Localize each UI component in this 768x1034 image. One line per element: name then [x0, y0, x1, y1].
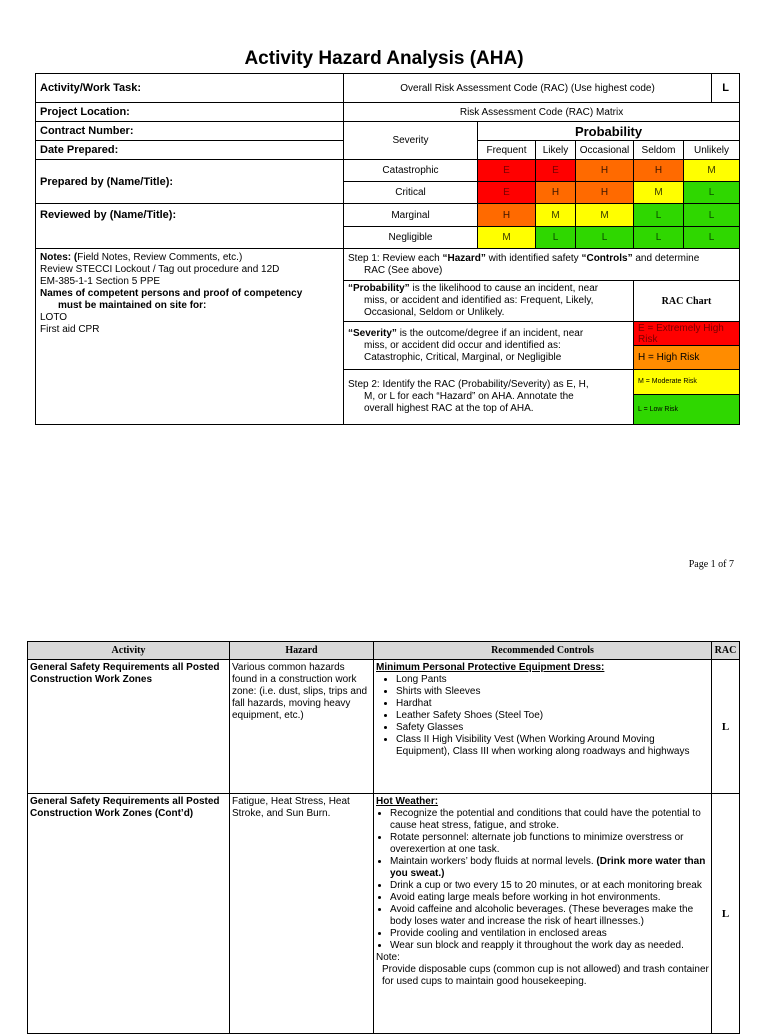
- rac-cell: M: [536, 204, 576, 227]
- rac-cell: H: [478, 204, 536, 227]
- rac-key-group: [634, 370, 740, 425]
- control-item: • Rotate personnel: alternate job functions to minimize overstress or overexertion at one task.: [390, 832, 709, 856]
- project-location-label: Project Location:: [36, 103, 344, 122]
- header-hazard: Hazard: [230, 642, 374, 660]
- activity-cell: General Safety Requirements all Posted Construction Work Zones: [28, 660, 230, 794]
- notes-line: LOTO: [40, 312, 68, 323]
- prob-col-seldom: Seldom: [634, 141, 684, 160]
- severity-catastrophic: Catastrophic: [344, 160, 478, 182]
- competent-persons-note: Names of competent persons and proof of competency: [40, 288, 303, 299]
- step-text: is the likelihood to cause an incident, near: [409, 283, 599, 294]
- control-item: • Drink a cup or two every 15 to 20 minutes, or at each monitoring break: [390, 880, 709, 892]
- step-text: Step 2: Identify the RAC (Probability/Severity) as E, H,: [348, 379, 589, 390]
- table-row: [28, 794, 740, 1034]
- page-title: Activity Hazard Analysis (AHA): [244, 48, 524, 69]
- control-item: • Wear sun block and reapply it throughout the work day as needed.: [390, 940, 709, 952]
- severity-marginal: Marginal: [344, 204, 478, 227]
- activity-cell: General Safety Requirements all Posted Construction Work Zones (Cont’d): [28, 794, 230, 1034]
- contract-number-label: Contract Number:: [36, 122, 344, 141]
- step-term: “Probability”: [348, 283, 410, 294]
- reviewed-by-label: Reviewed by (Name/Title):: [36, 204, 344, 249]
- control-item: • Recognize the potential and conditions that could have the potential to cause heat stress, fatigue, and stroke.: [390, 808, 709, 832]
- controls-heading: Minimum Personal Protective Equipment Dress:: [376, 662, 605, 673]
- step-text: and determine: [632, 252, 700, 264]
- controls-cell: [374, 660, 712, 794]
- step-text: is the outcome/degree if an incident, near: [396, 327, 584, 339]
- overall-rac-value[interactable]: L: [712, 74, 740, 103]
- step-text: with identified safety: [485, 252, 582, 264]
- control-item: • Avoid eating large meals before working in hot environments.: [390, 892, 709, 904]
- prob-col-occasional: Occasional: [576, 141, 634, 160]
- prepared-by-label: Prepared by (Name/Title):: [36, 160, 344, 204]
- control-item: • Avoid caffeine and alcoholic beverages. (These beverages make the body loses water and increase the risk of heart illnesses.): [390, 904, 709, 928]
- step-text: Occasional, Seldom or Unlikely.: [364, 307, 505, 318]
- rac-cell: L: [536, 227, 576, 249]
- notes-label-rest: Field Notes, Review Comments, etc.): [77, 252, 243, 263]
- rac-cell: M: [684, 160, 740, 182]
- severity-label: Severity: [344, 122, 478, 160]
- notes-line: First aid CPR: [40, 324, 100, 335]
- rac-cell: E: [478, 160, 536, 182]
- step-text: miss, or accident did occur and identified as:: [364, 339, 561, 351]
- control-item: • Hardhat: [396, 698, 709, 710]
- note-text: Provide disposable cups (common cup is not allowed) and trash container for used cups to maintain good housekeeping.: [382, 964, 709, 987]
- rac-cell: L: [712, 794, 740, 1034]
- step-term: “Controls”: [581, 252, 633, 264]
- severity-negligible: Negligible: [344, 227, 478, 249]
- rac-key-extremely-high: E = Extremely High Risk: [634, 322, 740, 346]
- notes-line: Review STECCI Lockout / Tag out procedure and 12D: [40, 264, 280, 275]
- control-item: [390, 856, 709, 880]
- rac-cell: M: [478, 227, 536, 249]
- prob-col-likely: Likely: [536, 141, 576, 160]
- notes-label: Notes: (: [40, 252, 78, 263]
- rac-cell: L: [634, 204, 684, 227]
- rac-cell: L: [684, 227, 740, 249]
- rac-cell: H: [634, 160, 684, 182]
- header-recommended-controls: Recommended Controls: [374, 642, 712, 660]
- control-text: Maintain workers’ body fluids at normal levels.: [390, 856, 597, 867]
- step-1: [344, 249, 740, 281]
- step-text: Step 1: Review each: [348, 252, 443, 264]
- notes-line: EM-385-1-1 Section 5 PPE: [40, 276, 161, 287]
- rac-cell: L: [684, 204, 740, 227]
- hazard-cell: Fatigue, Heat Stress, Heat Stroke, and Sun Burn.: [230, 794, 374, 1034]
- table-row: [28, 660, 740, 794]
- rac-chart-label: RAC Chart: [634, 281, 740, 322]
- hazard-cell: Various common hazards found in a construction work zone: (i.e. dust, slips, trips and fall hazards, moving heavy equipment, etc.): [230, 660, 374, 794]
- rac-cell: E: [536, 160, 576, 182]
- control-item: • Leather Safety Shoes (Steel Toe): [396, 710, 709, 722]
- step-text: miss, or accident and identified as: Frequent, Likely,: [364, 295, 594, 306]
- page-number: Page 1 of 7: [688, 559, 734, 570]
- competent-persons-note: must be maintained on site for:: [58, 300, 207, 311]
- notes-section: [36, 249, 344, 425]
- step-term: “Severity”: [348, 327, 397, 339]
- rac-key-low: L = Low Risk: [634, 394, 739, 424]
- aha-header-table: [35, 73, 740, 425]
- rac-cell: M: [576, 204, 634, 227]
- control-item: • Shirts with Sleeves: [396, 686, 709, 698]
- step-text: M, or L for each “Hazard” on AHA. Annotate the: [364, 391, 574, 402]
- step-text: overall highest RAC at the top of AHA.: [364, 403, 534, 414]
- step-text: RAC (See above): [364, 264, 443, 276]
- rac-cell: H: [576, 160, 634, 182]
- probability-label: Probability: [478, 122, 740, 141]
- control-emphasis: (Drink more water than you sweat.): [390, 856, 706, 879]
- rac-cell: L: [684, 182, 740, 204]
- step-term: “Hazard”: [442, 252, 486, 264]
- severity-critical: Critical: [344, 182, 478, 204]
- probability-definition: [344, 281, 634, 322]
- controls-heading: Hot Weather:: [376, 796, 439, 807]
- rac-cell: L: [576, 227, 634, 249]
- controls-cell: [374, 794, 712, 1034]
- control-item: • Class II High Visibility Vest (When Working Around Moving Equipment), Class III when working along roadways and highways: [396, 734, 709, 758]
- prob-col-unlikely: Unlikely: [684, 141, 740, 160]
- rac-key-moderate: M = Moderate Risk: [634, 370, 739, 394]
- header-activity: Activity: [28, 642, 230, 660]
- date-prepared-label: Date Prepared:: [36, 141, 344, 160]
- rac-cell: H: [576, 182, 634, 204]
- step-text: Catastrophic, Critical, Marginal, or Negligible: [364, 351, 562, 363]
- prob-col-frequent: Frequent: [478, 141, 536, 160]
- control-item: • Safety Glasses: [396, 722, 709, 734]
- rac-matrix-title: Risk Assessment Code (RAC) Matrix: [344, 103, 740, 122]
- activity-work-task-label: Activity/Work Task:: [36, 74, 344, 103]
- rac-cell: M: [634, 182, 684, 204]
- rac-cell: L: [634, 227, 684, 249]
- rac-cell: L: [712, 660, 740, 794]
- rac-cell: E: [478, 182, 536, 204]
- overall-rac-label: Overall Risk Assessment Code (RAC) (Use highest code): [344, 74, 712, 103]
- header-rac: RAC: [712, 642, 740, 660]
- activities-table: [27, 641, 740, 1034]
- control-item: • Provide cooling and ventilation in enclosed areas: [390, 928, 709, 940]
- rac-cell: H: [536, 182, 576, 204]
- note-label: Note:: [376, 952, 400, 963]
- control-item: • Long Pants: [396, 674, 709, 686]
- rac-key-high: H = High Risk: [634, 346, 740, 370]
- step-2: [344, 370, 634, 425]
- severity-definition: [344, 322, 634, 370]
